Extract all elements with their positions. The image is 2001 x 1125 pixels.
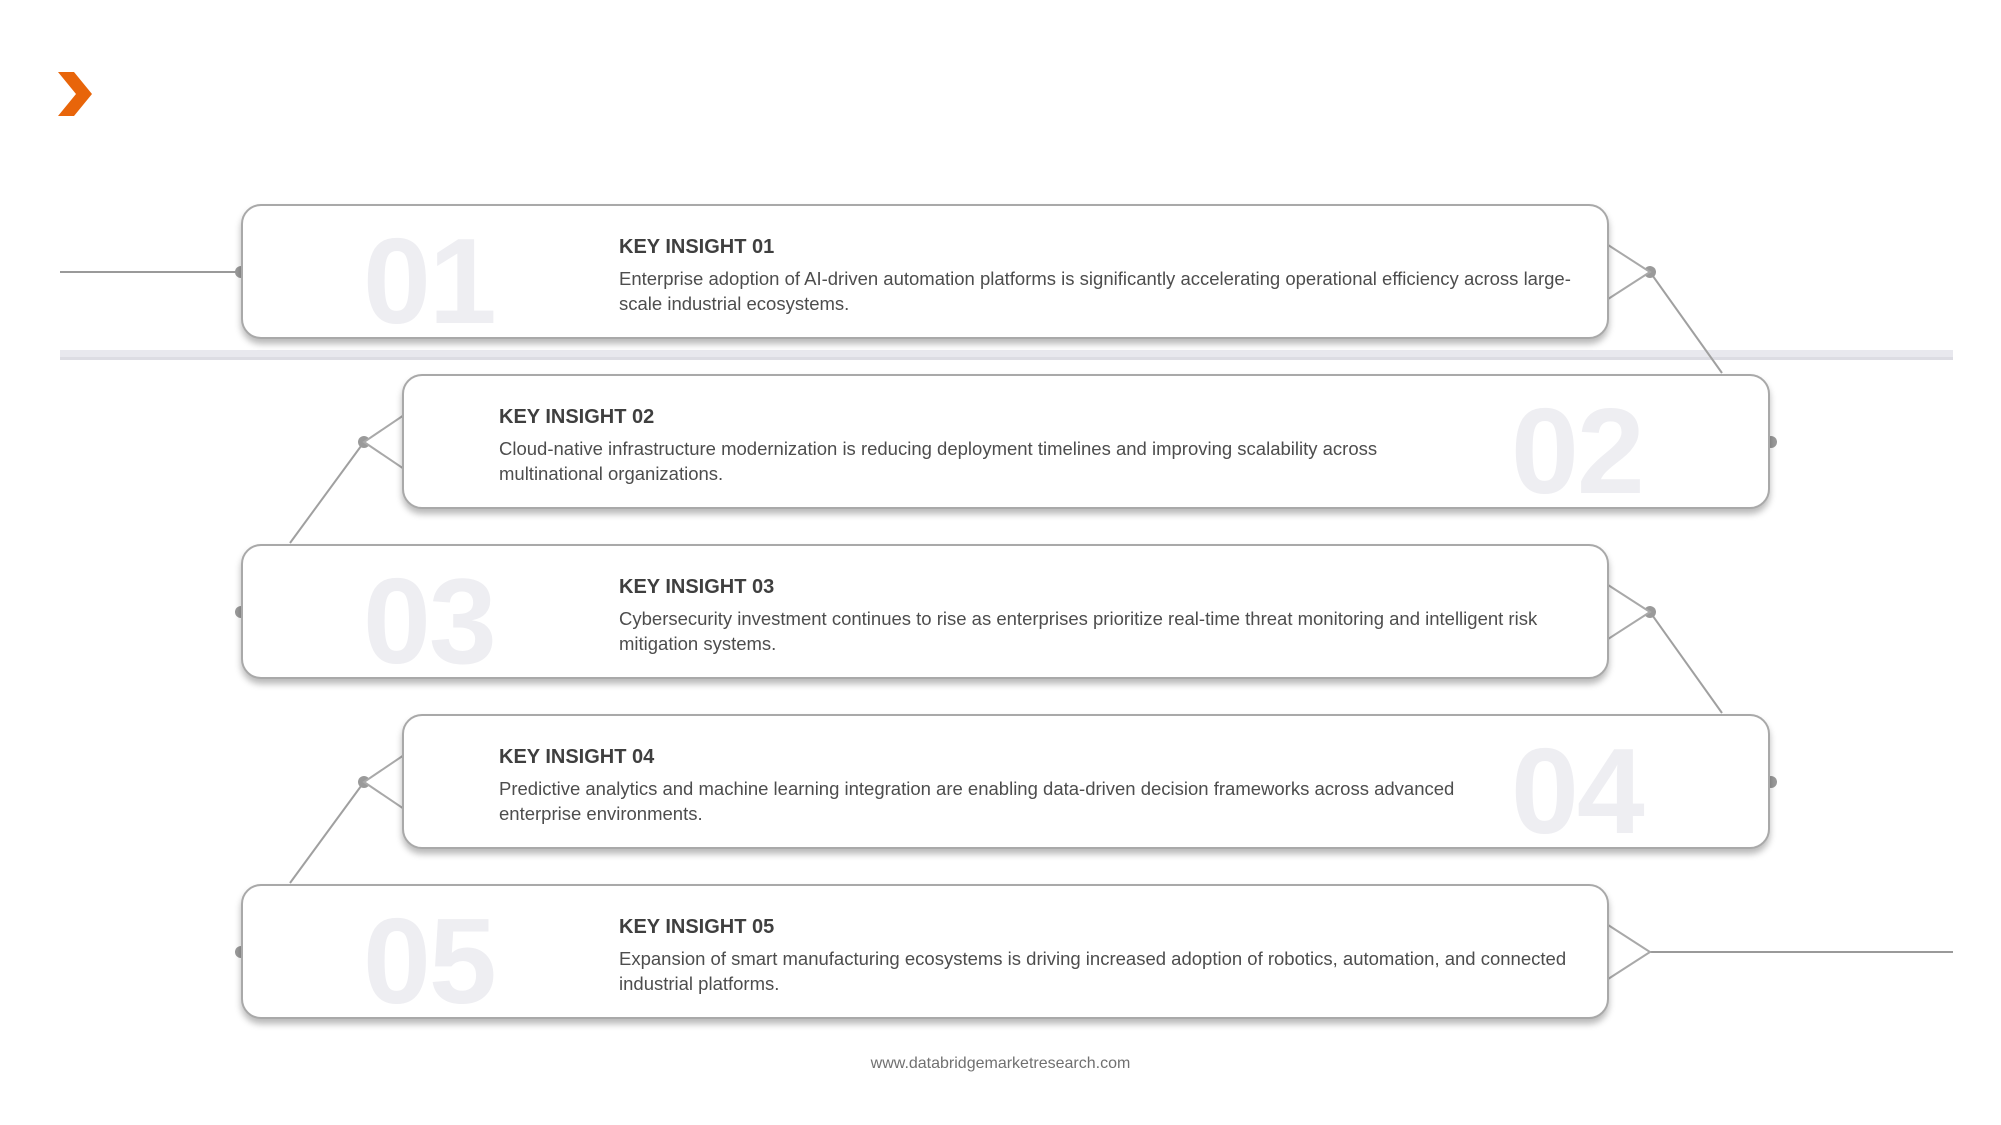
pointer-arrow-2 (364, 413, 407, 471)
insight-title: KEY INSIGHT 03 (619, 576, 775, 598)
chevron-right-icon (58, 72, 94, 116)
insight-card-1 (241, 204, 1609, 349)
pointer-arrow-4 (364, 753, 407, 811)
insight-description: Cybersecurity investment continues to rise as enterprises prioritize real-time threat monitoring and intelligent risk mitigation systems. (619, 608, 1538, 654)
insight-card-4 (402, 714, 1770, 859)
insight-title: KEY INSIGHT 02 (499, 406, 655, 428)
insight-title: KEY INSIGHT 05 (619, 916, 775, 938)
insight-card-2 (402, 374, 1770, 519)
insight-description: Enterprise adoption of AI-driven automation platforms is significantly accelerating operational efficiency across large-scale industrial ecosystems. (619, 268, 1571, 314)
footer-website[interactable]: www.databridgemarketresearch.com (870, 1055, 1131, 1072)
insight-number: 03 (363, 553, 495, 689)
insight-card-3 (241, 544, 1609, 689)
insight-number: 05 (363, 893, 495, 1029)
insight-number: 02 (1511, 383, 1643, 519)
insight-description: Predictive analytics and machine learning integration are enabling data-driven decision frameworks across advanced enterprise environments. (499, 778, 1455, 824)
pointer-arrow-3 (1605, 583, 1650, 641)
insight-description: Expansion of smart manufacturing ecosystems is driving increased adoption of robotics, automation, and connected industrial platforms. (619, 948, 1567, 994)
insight-title: KEY INSIGHT 01 (619, 236, 775, 258)
connector-line-3-4 (1650, 612, 1722, 713)
separator-band-shade (60, 357, 1953, 360)
connector-line-4-5 (290, 782, 364, 883)
insight-card-5 (241, 884, 1609, 1029)
insight-description: Cloud-native infrastructure modernization is reducing deployment timelines and improving scalability across multinational organizations. (499, 438, 1378, 484)
connector-line-2-3 (290, 442, 364, 543)
insight-title: KEY INSIGHT 04 (499, 746, 655, 768)
pointer-arrow-1 (1605, 243, 1650, 301)
insight-number: 01 (363, 213, 495, 349)
insight-number: 04 (1511, 723, 1643, 859)
pointer-arrow-5 (1605, 923, 1650, 981)
